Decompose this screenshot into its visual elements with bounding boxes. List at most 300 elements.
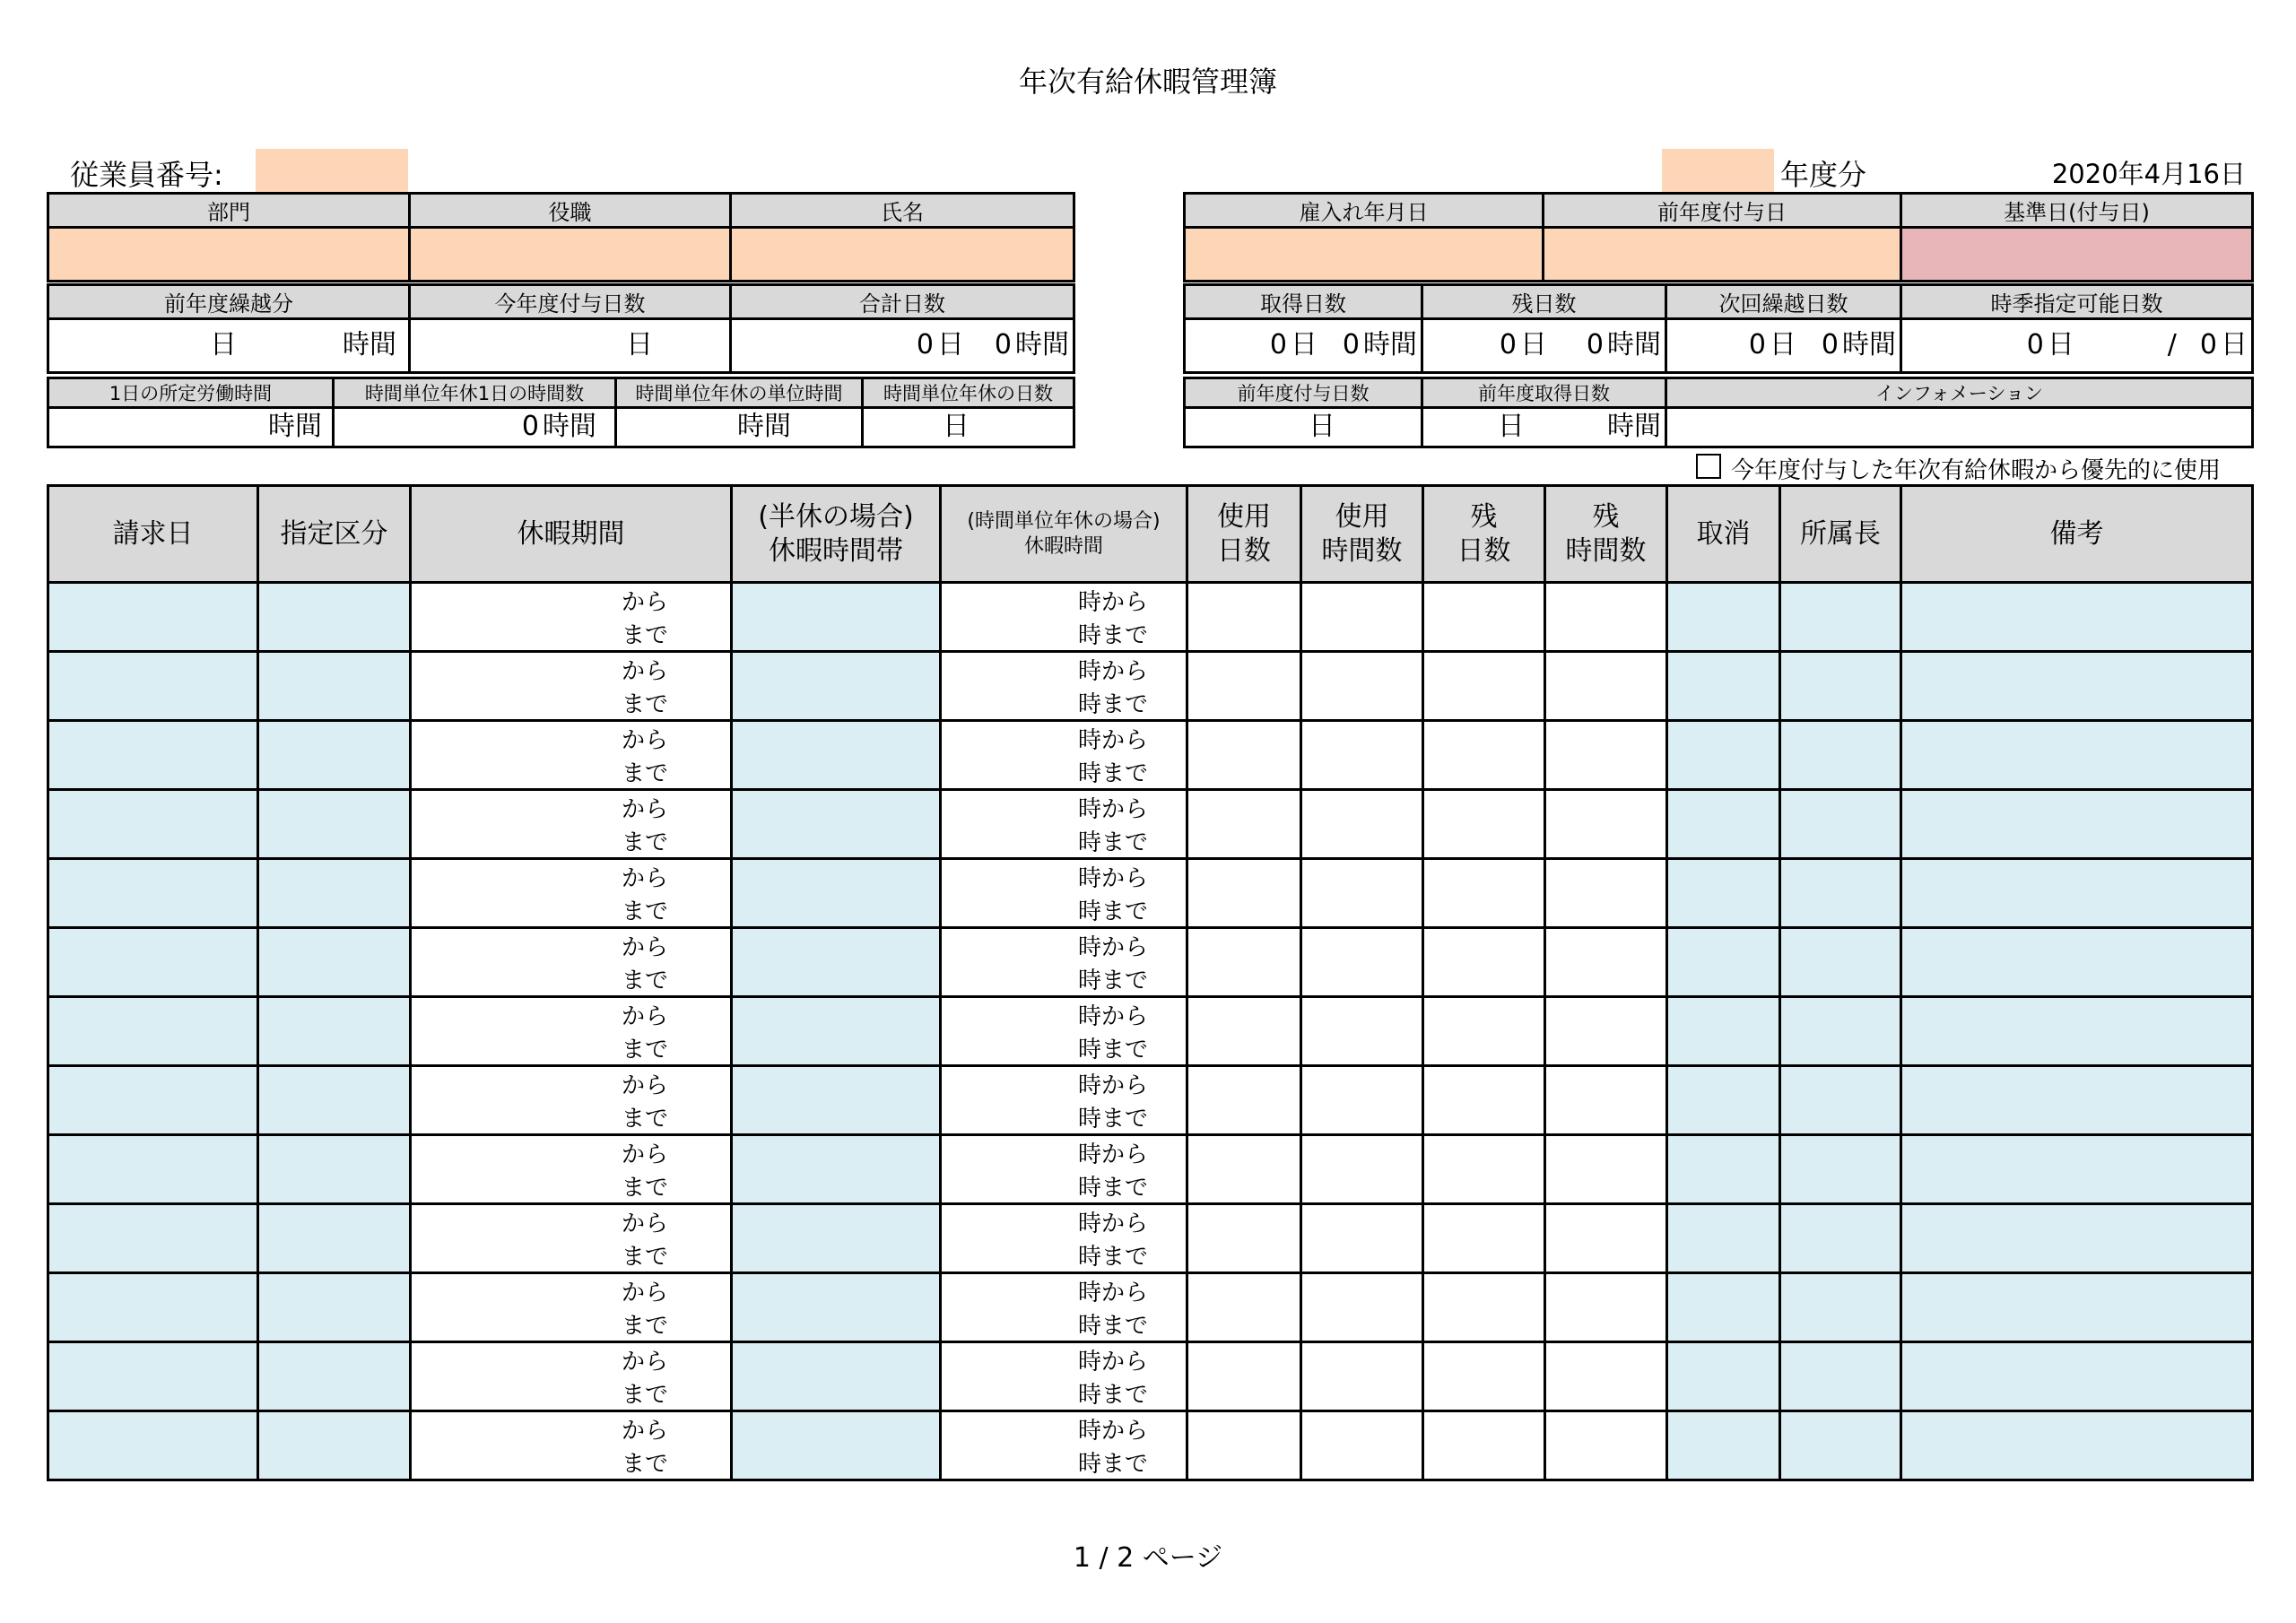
header-designation: 指定区分 xyxy=(258,486,411,583)
hourly-cell xyxy=(941,583,1187,652)
period-cell xyxy=(411,1342,732,1411)
notes-input[interactable] xyxy=(1901,997,2253,1066)
priority-checkbox[interactable] xyxy=(1696,454,1721,479)
notes-input[interactable] xyxy=(1901,652,2253,721)
period-cell xyxy=(411,790,732,859)
manager-input[interactable] xyxy=(1780,928,1901,997)
manager-input[interactable] xyxy=(1780,652,1901,721)
header-half-day xyxy=(732,486,941,583)
header-hire-date: 雇入れ年月日 xyxy=(1185,194,1544,228)
manager-input[interactable] xyxy=(1780,583,1901,652)
manager-input[interactable] xyxy=(1780,1273,1901,1342)
cancel-input[interactable] xyxy=(1667,1273,1780,1342)
daily-hours-cell xyxy=(48,408,334,447)
designatable-total-unit: 日 xyxy=(2221,328,2248,360)
request-date-input[interactable] xyxy=(48,1342,258,1411)
used-days-cell xyxy=(1187,1204,1301,1273)
header-request-date: 請求日 xyxy=(48,486,258,583)
cancel-input[interactable] xyxy=(1667,997,1780,1066)
header-remaining-hours-col xyxy=(1545,486,1667,583)
hourly-from-label: 時から xyxy=(1078,796,1149,823)
notes-input[interactable] xyxy=(1901,1066,2253,1135)
period-to-label: まで xyxy=(622,1244,669,1271)
carry-hours-value: 0 xyxy=(1821,328,1839,360)
used-hours-line1: 使用 xyxy=(1335,500,1389,533)
used-days-cell xyxy=(1187,721,1301,790)
taken-day-unit: 日 xyxy=(1290,328,1318,360)
daily-hours-unit: 時間 xyxy=(268,410,322,442)
request-date-input[interactable] xyxy=(48,583,258,652)
notes-input[interactable] xyxy=(1901,1411,2253,1480)
remaining-hours-cell xyxy=(1545,1411,1667,1480)
prev-granted-day-unit: 日 xyxy=(1309,410,1335,442)
used-hours-cell xyxy=(1301,652,1423,721)
leave-table xyxy=(47,484,2254,1481)
request-date-input[interactable] xyxy=(48,859,258,928)
remaining-hours-cell xyxy=(1545,790,1667,859)
designation-input[interactable] xyxy=(258,790,411,859)
cancel-input[interactable] xyxy=(1667,1204,1780,1273)
designation-input[interactable] xyxy=(258,997,411,1066)
used-hours-cell xyxy=(1301,1411,1423,1480)
period-from-label: から xyxy=(622,1211,669,1237)
remaining-days-cell xyxy=(1423,1411,1545,1480)
hire-date-input[interactable] xyxy=(1185,228,1544,282)
remaining-hours-value: 0 xyxy=(1586,328,1604,360)
half-day-input[interactable] xyxy=(732,1066,941,1135)
designatable-total-value: 0 xyxy=(2199,328,2217,360)
header-position: 役職 xyxy=(410,194,731,228)
half-day-input[interactable] xyxy=(732,1342,941,1411)
hourly-from-label: 時から xyxy=(1078,1072,1149,1099)
designation-input[interactable] xyxy=(258,859,411,928)
remaining-hours-cell xyxy=(1545,652,1667,721)
hourly-days-unit: 日 xyxy=(943,410,970,442)
period-from-label: から xyxy=(622,1003,669,1030)
cancel-input[interactable] xyxy=(1667,928,1780,997)
cancel-input[interactable] xyxy=(1667,652,1780,721)
half-day-input[interactable] xyxy=(732,1204,941,1273)
fiscal-year-suffix: 年度分 xyxy=(1780,158,1867,192)
granted-days-cell xyxy=(410,319,731,373)
remaining-day-unit: 日 xyxy=(1519,328,1547,360)
hourly-label: 休暇時間 xyxy=(1023,534,1103,558)
cancel-input[interactable] xyxy=(1667,721,1780,790)
page-title: 年次有給休暇管理簿 xyxy=(1018,65,1277,99)
header-period: 休暇期間 xyxy=(411,486,732,583)
request-date-input[interactable] xyxy=(48,790,258,859)
used-days-cell xyxy=(1187,583,1301,652)
notes-input[interactable] xyxy=(1901,928,2253,997)
period-from-label: から xyxy=(622,1418,669,1445)
request-date-input[interactable] xyxy=(48,997,258,1066)
remaining-days-cell xyxy=(1423,1342,1545,1411)
granted-day-unit: 日 xyxy=(626,328,653,360)
hourly-to-label: 時まで xyxy=(1078,1106,1149,1133)
period-to-label: まで xyxy=(622,622,669,649)
used-days-cell xyxy=(1187,652,1301,721)
table-row xyxy=(48,1342,2253,1411)
hourly-cell xyxy=(941,1066,1187,1135)
hourly-to-label: 時まで xyxy=(1078,1037,1149,1063)
remaining-hours-cell xyxy=(1545,859,1667,928)
table-row xyxy=(48,859,2253,928)
carry-days-value: 0 xyxy=(1748,328,1766,360)
cancel-input[interactable] xyxy=(1667,1342,1780,1411)
leave-table-body xyxy=(48,583,2253,1480)
period-to-label: まで xyxy=(622,1106,669,1133)
period-cell xyxy=(411,1273,732,1342)
header-base-date: 基準日(付与日) xyxy=(1901,194,2253,228)
used-hours-cell xyxy=(1301,1135,1423,1204)
request-date-input[interactable] xyxy=(48,1066,258,1135)
total-days-cell xyxy=(731,319,1074,373)
carryover-hour-unit: 時間 xyxy=(343,328,396,360)
designation-input[interactable] xyxy=(258,583,411,652)
hourly-to-label: 時まで xyxy=(1078,1313,1149,1340)
designation-input[interactable] xyxy=(258,928,411,997)
fiscal-year-input[interactable] xyxy=(1662,149,1774,192)
table-row xyxy=(48,1135,2253,1204)
used-days-cell xyxy=(1187,997,1301,1066)
half-day-input[interactable] xyxy=(732,652,941,721)
header-remaining-days: 残日数 xyxy=(1422,285,1666,319)
hourly-cell xyxy=(941,1411,1187,1480)
table-row xyxy=(48,721,2253,790)
used-hours-cell xyxy=(1301,583,1423,652)
hourly-to-label: 時まで xyxy=(1078,1382,1149,1409)
notes-input[interactable] xyxy=(1901,859,2253,928)
designatable-separator: / xyxy=(2167,328,2177,360)
leave-table-header xyxy=(48,486,2253,583)
hourly-cell xyxy=(941,1342,1187,1411)
notes-input[interactable] xyxy=(1901,1135,2253,1204)
period-from-label: から xyxy=(622,1349,669,1376)
table-row xyxy=(48,583,2253,652)
period-to-label: まで xyxy=(622,968,669,994)
used-hours-cell xyxy=(1301,1066,1423,1135)
carry-hour-unit: 時間 xyxy=(1842,328,1896,360)
used-days-cell xyxy=(1187,1342,1301,1411)
rem-hours-line2: 時間数 xyxy=(1565,534,1647,567)
request-date-input[interactable] xyxy=(48,1204,258,1273)
rem-days-line1: 残 xyxy=(1470,500,1498,533)
notes-input[interactable] xyxy=(1901,1273,2253,1342)
period-to-label: まで xyxy=(622,1382,669,1409)
report-date: 2020年4月16日 xyxy=(2051,159,2246,189)
table-row xyxy=(48,1204,2253,1273)
half-day-input[interactable] xyxy=(732,928,941,997)
period-from-label: から xyxy=(622,934,669,961)
prev-granted-cell xyxy=(1185,408,1422,447)
period-from-label: から xyxy=(622,1141,669,1168)
designation-input[interactable] xyxy=(258,1066,411,1135)
cancel-input[interactable] xyxy=(1667,583,1780,652)
hourly-per-day-unit: 時間 xyxy=(543,410,596,442)
remaining-hours-cell xyxy=(1545,1204,1667,1273)
cancel-input[interactable] xyxy=(1667,790,1780,859)
hourly-to-label: 時まで xyxy=(1078,968,1149,994)
information-cell xyxy=(1666,408,2253,447)
manager-input[interactable] xyxy=(1780,1135,1901,1204)
request-date-input[interactable] xyxy=(48,721,258,790)
designation-input[interactable] xyxy=(258,1204,411,1273)
header-granted-days: 今年度付与日数 xyxy=(410,285,731,319)
manager-input[interactable] xyxy=(1780,1066,1901,1135)
designatable-cell xyxy=(1901,319,2253,373)
hourly-to-label: 時まで xyxy=(1078,1451,1149,1478)
header-carry-days: 次回繰越日数 xyxy=(1666,285,1901,319)
half-day-input[interactable] xyxy=(732,790,941,859)
period-to-label: まで xyxy=(622,829,669,856)
table-row xyxy=(48,652,2253,721)
remaining-days-cell xyxy=(1423,1273,1545,1342)
manager-input[interactable] xyxy=(1780,721,1901,790)
header-carryover: 前年度繰越分 xyxy=(48,285,410,319)
used-hours-cell xyxy=(1301,928,1423,997)
info-right-row2 xyxy=(1183,283,2254,374)
used-days-cell xyxy=(1187,1135,1301,1204)
employee-number-input[interactable] xyxy=(256,149,408,192)
used-days-cell xyxy=(1187,1273,1301,1342)
hourly-cell xyxy=(941,652,1187,721)
table-row xyxy=(48,1273,2253,1342)
request-date-input[interactable] xyxy=(48,928,258,997)
period-cell xyxy=(411,928,732,997)
total-day-unit: 日 xyxy=(936,328,964,360)
employee-number-label: 従業員番号: xyxy=(70,158,223,192)
remaining-hours-cell xyxy=(1545,1066,1667,1135)
hourly-to-label: 時まで xyxy=(1078,691,1149,718)
designation-input[interactable] xyxy=(258,1411,411,1480)
hourly-per-day-cell xyxy=(334,408,616,447)
hourly-from-label: 時から xyxy=(1078,1280,1149,1306)
header-hourly-per-day: 時間単位年休1日の時間数 xyxy=(334,378,616,408)
hourly-per-day-value: 0 xyxy=(521,410,539,442)
period-to-label: まで xyxy=(622,1313,669,1340)
used-hours-cell xyxy=(1301,997,1423,1066)
info-left-row3 xyxy=(47,377,1075,448)
notes-input[interactable] xyxy=(1901,1342,2253,1411)
hourly-cell xyxy=(941,1135,1187,1204)
request-date-input[interactable] xyxy=(48,1411,258,1480)
rem-days-line2: 日数 xyxy=(1457,534,1511,567)
half-day-input[interactable] xyxy=(732,583,941,652)
hourly-from-label: 時から xyxy=(1078,1141,1149,1168)
hourly-to-label: 時まで xyxy=(1078,622,1149,649)
info-right-row3 xyxy=(1183,377,2254,448)
table-row xyxy=(48,997,2253,1066)
period-from-label: から xyxy=(622,1072,669,1099)
notes-input[interactable] xyxy=(1901,583,2253,652)
header-remaining-days-col xyxy=(1423,486,1545,583)
half-day-label: 休暇時間帯 xyxy=(769,534,903,567)
request-date-input[interactable] xyxy=(48,652,258,721)
notes-input[interactable] xyxy=(1901,721,2253,790)
period-cell xyxy=(411,583,732,652)
total-hour-unit: 時間 xyxy=(1015,328,1069,360)
hourly-cell xyxy=(941,721,1187,790)
department-input[interactable] xyxy=(48,228,410,282)
info-left-row1 xyxy=(47,192,1075,282)
used-hours-cell xyxy=(1301,1342,1423,1411)
period-cell xyxy=(411,859,732,928)
remaining-days-cell xyxy=(1423,1066,1545,1135)
manager-input[interactable] xyxy=(1780,859,1901,928)
position-input[interactable] xyxy=(410,228,731,282)
remaining-days-cell xyxy=(1423,1135,1545,1204)
period-to-label: まで xyxy=(622,1175,669,1202)
header-designatable-days: 時季指定可能日数 xyxy=(1901,285,2253,319)
manager-input[interactable] xyxy=(1780,1204,1901,1273)
remaining-days-cell xyxy=(1423,997,1545,1066)
carry-day-unit: 日 xyxy=(1769,328,1796,360)
table-row xyxy=(48,790,2253,859)
manager-input[interactable] xyxy=(1780,1411,1901,1480)
hourly-to-label: 時まで xyxy=(1078,1244,1149,1271)
table-row xyxy=(48,928,2253,997)
period-cell xyxy=(411,1135,732,1204)
header-hourly-unit: 時間単位年休の単位時間 xyxy=(616,378,863,408)
name-input[interactable] xyxy=(731,228,1074,282)
table-row xyxy=(48,1066,2253,1135)
request-date-input[interactable] xyxy=(48,1273,258,1342)
hourly-from-label: 時から xyxy=(1078,1349,1149,1376)
used-hours-cell xyxy=(1301,790,1423,859)
designation-input[interactable] xyxy=(258,1342,411,1411)
designation-input[interactable] xyxy=(258,1135,411,1204)
total-days-value: 0 xyxy=(916,328,934,360)
remaining-hours-cell xyxy=(1545,1342,1667,1411)
cancel-input[interactable] xyxy=(1667,1135,1780,1204)
remaining-days-cell xyxy=(1423,859,1545,928)
half-day-input[interactable] xyxy=(732,1135,941,1204)
designation-input[interactable] xyxy=(258,652,411,721)
half-day-note: (半休の場合) xyxy=(758,500,914,533)
header-prev-granted-days: 前年度付与日数 xyxy=(1185,378,1422,408)
total-hours-value: 0 xyxy=(994,328,1012,360)
period-from-label: から xyxy=(622,658,669,685)
used-hours-cell xyxy=(1301,1204,1423,1273)
manager-input[interactable] xyxy=(1780,790,1901,859)
remaining-hours-cell xyxy=(1545,997,1667,1066)
designatable-days-value: 0 xyxy=(2026,328,2044,360)
remaining-days-cell xyxy=(1423,721,1545,790)
used-days-cell xyxy=(1187,790,1301,859)
hourly-from-label: 時から xyxy=(1078,589,1149,616)
period-from-label: から xyxy=(622,727,669,754)
used-hours-line2: 時間数 xyxy=(1321,534,1403,567)
half-day-input[interactable] xyxy=(732,1273,941,1342)
period-to-label: まで xyxy=(622,1451,669,1478)
remaining-days-cell xyxy=(1423,790,1545,859)
period-to-label: まで xyxy=(622,1037,669,1063)
remaining-hours-cell xyxy=(1545,1273,1667,1342)
header-manager: 所属長 xyxy=(1780,486,1901,583)
period-to-label: まで xyxy=(622,760,669,787)
cancel-input[interactable] xyxy=(1667,859,1780,928)
remaining-hours-cell xyxy=(1545,721,1667,790)
page-number: 1 / 2 ページ xyxy=(1073,1542,1223,1574)
hourly-from-label: 時から xyxy=(1078,658,1149,685)
carryover-cell xyxy=(48,319,410,373)
hourly-from-label: 時から xyxy=(1078,1003,1149,1030)
remaining-days-cell xyxy=(1423,583,1545,652)
used-days-cell xyxy=(1187,1411,1301,1480)
hourly-to-label: 時まで xyxy=(1078,760,1149,787)
prev-grant-date-input[interactable] xyxy=(1544,228,1901,282)
period-from-label: から xyxy=(622,589,669,616)
header-taken-days: 取得日数 xyxy=(1185,285,1422,319)
remaining-hours-cell xyxy=(1545,1135,1667,1204)
prev-taken-hour-unit: 時間 xyxy=(1607,410,1662,442)
cancel-input[interactable] xyxy=(1667,1411,1780,1480)
manager-input[interactable] xyxy=(1780,997,1901,1066)
designatable-day-unit: 日 xyxy=(2047,328,2074,360)
manager-input[interactable] xyxy=(1780,1342,1901,1411)
header-used-days xyxy=(1187,486,1301,583)
header-information: インフォメーション xyxy=(1666,378,2253,408)
period-from-label: から xyxy=(622,865,669,892)
header-cancel: 取消 xyxy=(1667,486,1780,583)
used-days-cell xyxy=(1187,1066,1301,1135)
info-right-row1 xyxy=(1183,192,2254,282)
remaining-days-cell xyxy=(1423,652,1545,721)
hourly-from-label: 時から xyxy=(1078,934,1149,961)
notes-input[interactable] xyxy=(1901,790,2253,859)
notes-input[interactable] xyxy=(1901,1204,2253,1273)
period-from-label: から xyxy=(622,1280,669,1306)
header-prev-grant-date: 前年度付与日 xyxy=(1544,194,1901,228)
half-day-input[interactable] xyxy=(732,721,941,790)
hourly-cell xyxy=(941,859,1187,928)
info-left-row2 xyxy=(47,283,1075,374)
remaining-cell xyxy=(1422,319,1666,373)
header-used-hours xyxy=(1301,486,1423,583)
used-hours-cell xyxy=(1301,721,1423,790)
period-to-label: まで xyxy=(622,691,669,718)
hourly-to-label: 時まで xyxy=(1078,898,1149,925)
hourly-cell xyxy=(941,790,1187,859)
designation-input[interactable] xyxy=(258,721,411,790)
period-to-label: まで xyxy=(622,898,669,925)
cancel-input[interactable] xyxy=(1667,1066,1780,1135)
header-department: 部門 xyxy=(48,194,410,228)
priority-checkbox-label: 今年度付与した年次有給休暇から優先的に使用 xyxy=(1731,457,2222,484)
period-cell xyxy=(411,1204,732,1273)
hourly-cell xyxy=(941,997,1187,1066)
hourly-cell xyxy=(941,1204,1187,1273)
half-day-input[interactable] xyxy=(732,1411,941,1480)
taken-hour-unit: 時間 xyxy=(1363,328,1417,360)
base-date-input[interactable] xyxy=(1901,228,2253,282)
taken-cell xyxy=(1185,319,1422,373)
request-date-input[interactable] xyxy=(48,1135,258,1204)
half-day-input[interactable] xyxy=(732,997,941,1066)
half-day-input[interactable] xyxy=(732,859,941,928)
header-hourly-days: 時間単位年休の日数 xyxy=(863,378,1074,408)
used-days-line1: 使用 xyxy=(1217,500,1271,533)
remaining-hours-cell xyxy=(1545,583,1667,652)
period-cell xyxy=(411,721,732,790)
table-row xyxy=(48,1411,2253,1480)
header-hourly xyxy=(941,486,1187,583)
hourly-from-label: 時から xyxy=(1078,727,1149,754)
remaining-days-cell xyxy=(1423,1204,1545,1273)
hourly-days-cell xyxy=(863,408,1074,447)
designation-input[interactable] xyxy=(258,1273,411,1342)
period-from-label: から xyxy=(622,796,669,823)
